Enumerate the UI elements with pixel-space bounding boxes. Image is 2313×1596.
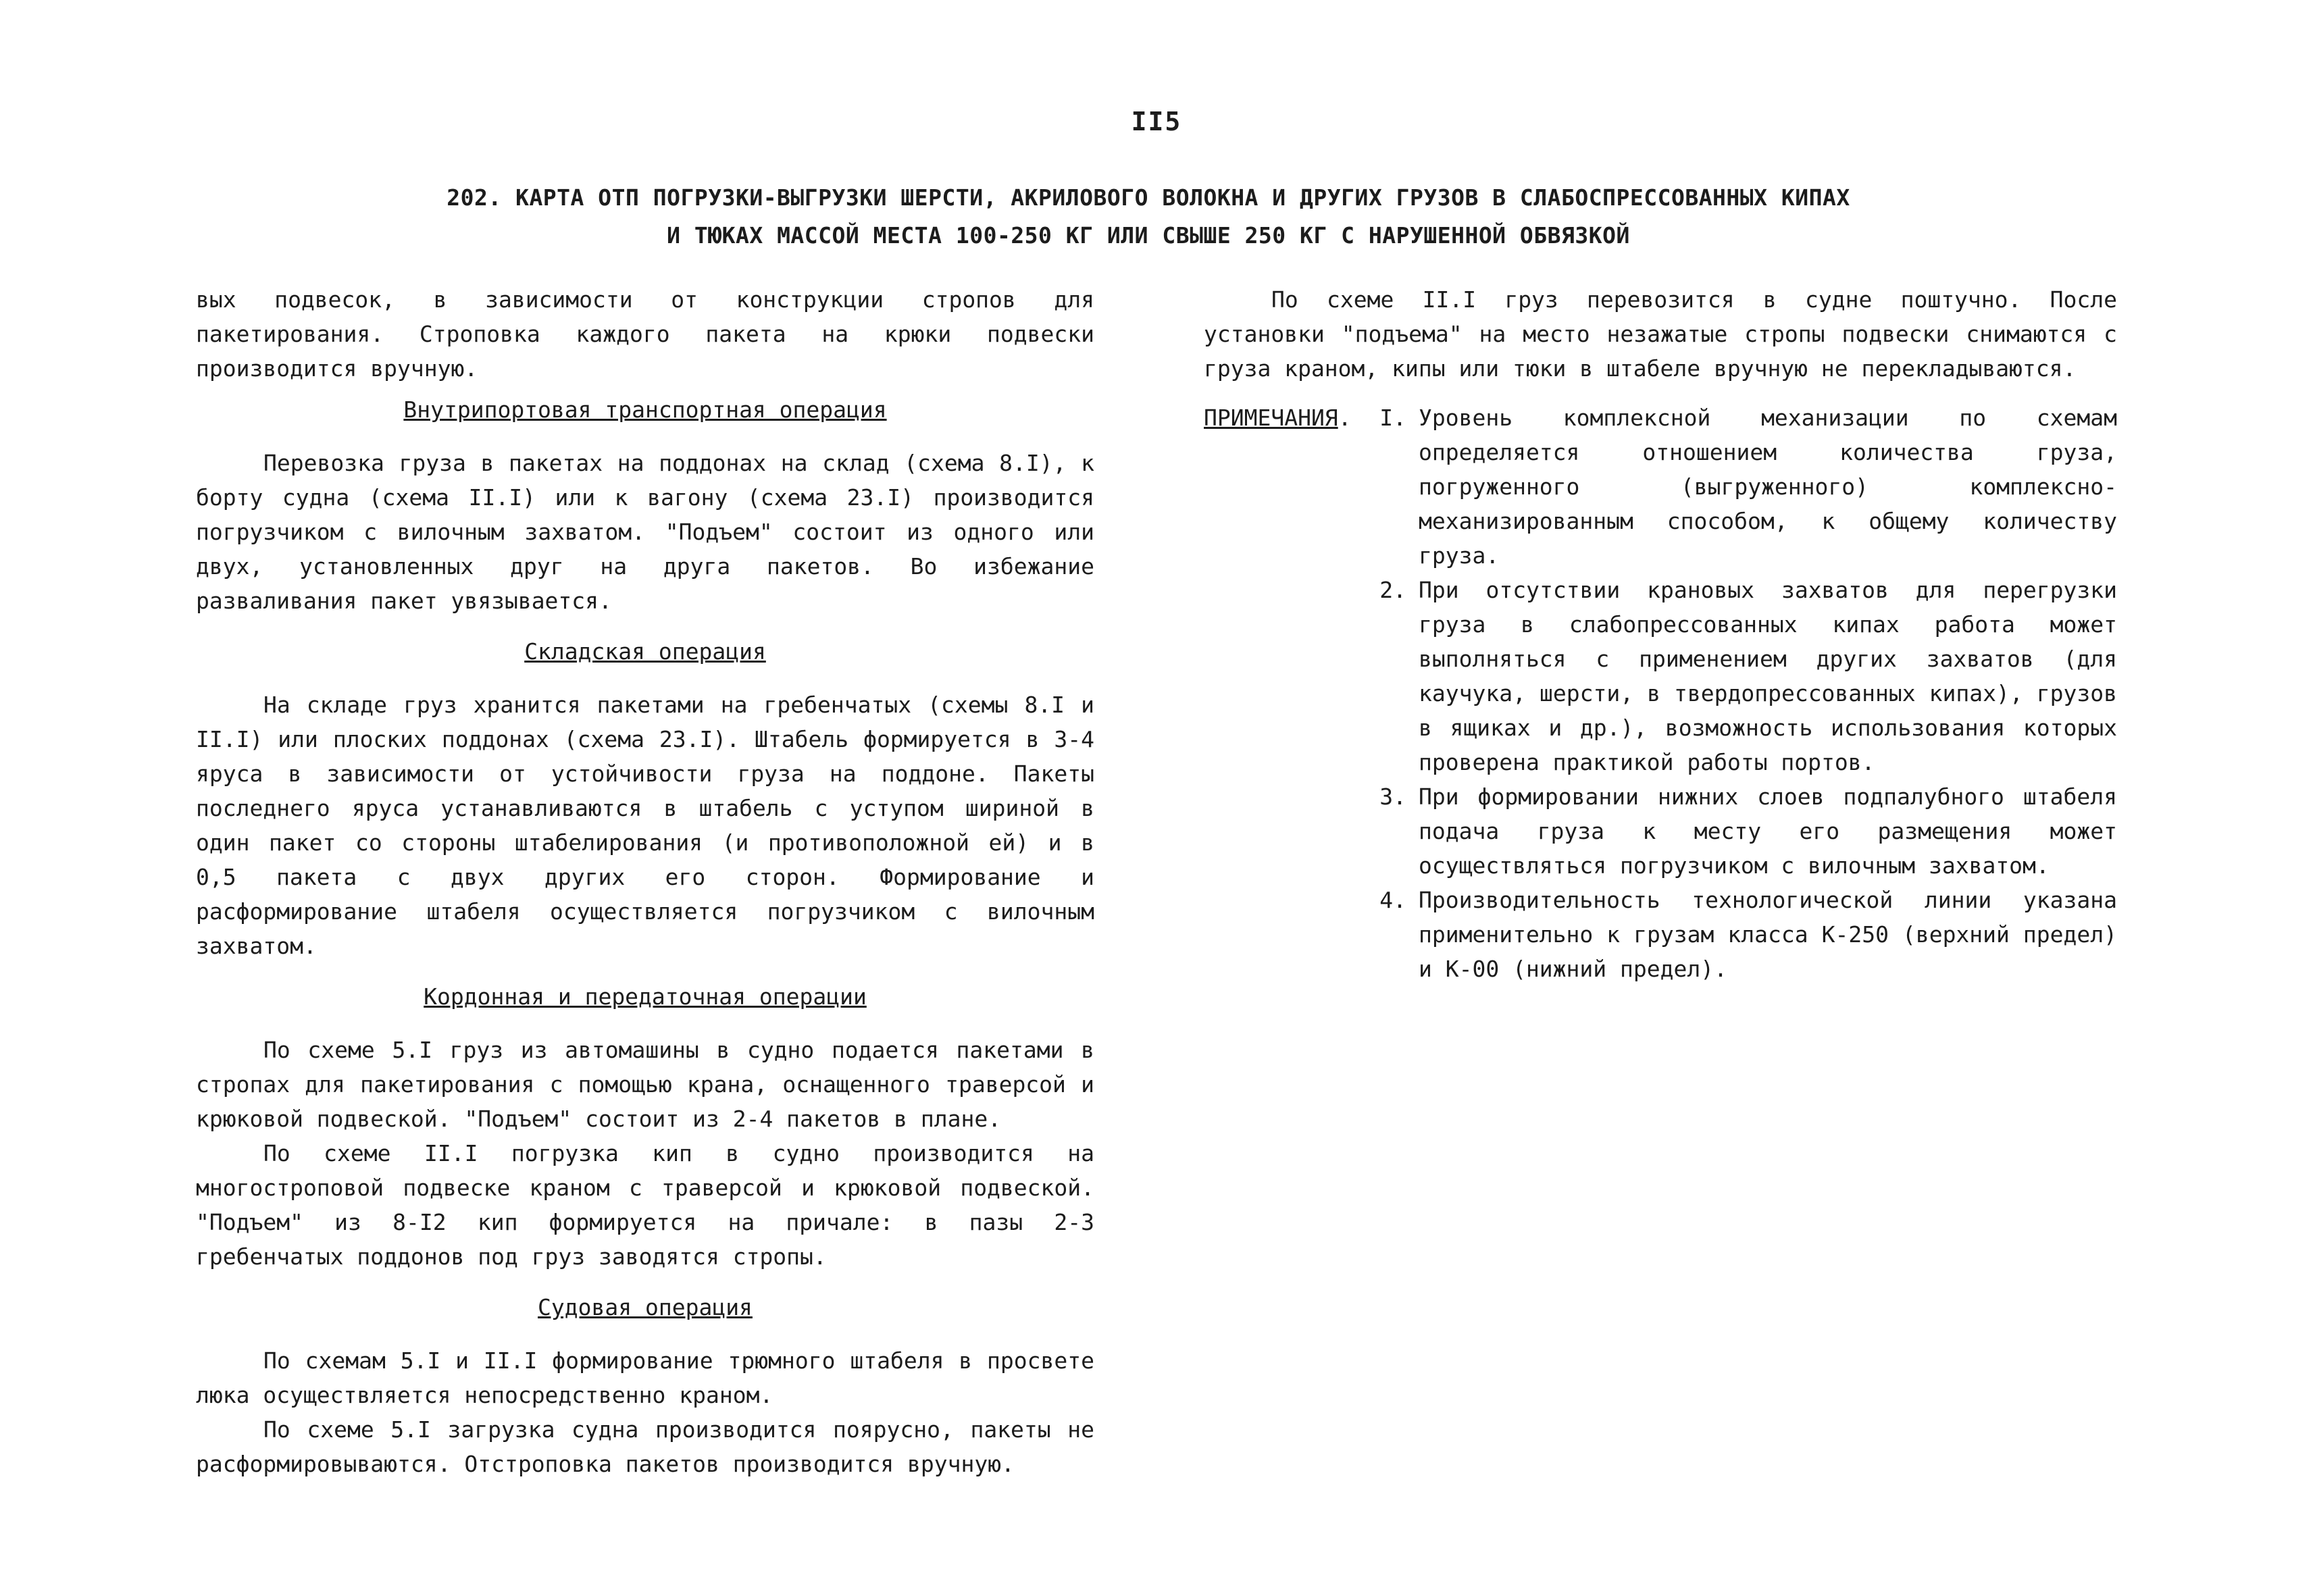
notes-section: [1204, 401, 2117, 986]
note-number: I.: [1379, 405, 1406, 431]
heading-ship: Судовая операция: [538, 1294, 753, 1320]
note-item: [1352, 401, 2117, 573]
note-item: [1352, 779, 2117, 883]
continued-paragraph: вых подвесок, в зависимости от конструкции стропов для пакетирования. Строповка каждого пакета на крюки подвески производится вручную.: [196, 286, 1094, 382]
document-title: [338, 179, 1959, 255]
paragraph-port-transport: Перевозка груза в пакетах на поддонах на склад (схема 8.I), к борту судна (схема II.I) или к вагону (схема 23.I) производится погрузчиком с вилочным захватом. "Подъем" состоит из одного или двух, установленных друг на друга пакетов. Во избежание разваливания пакет увязывается.: [196, 450, 1094, 614]
page-number: II5: [1131, 107, 1182, 136]
title-line-2: И ТЮКАХ МАССОЙ МЕСТА 100-250 КГ ИЛИ СВЫШЕ 250 КГ С НАРУШЕННОЙ ОБВЯЗКОЙ: [667, 222, 1630, 249]
notes-label: ПРИМЕЧАНИЯ.: [1204, 405, 1352, 431]
paragraph-scheme-11: По схеме II.I груз перевозится в судне поштучно. После установки "подъема" на место незажатые стропы подвески снимаются с груза краном, кипы или тюки в штабеле вручную не перекладываются.: [1204, 286, 2117, 382]
paragraph-warehouse: На складе груз хранится пакетами на гребенчатых (схемы 8.I и II.I) или плоских поддонах (схема 23.I). Штабель формируется в 3-4 яруса в зависимости от устойчивости груза на поддоне. Пакеты последнего яруса устанавливаются в штабель с уступом шириной в один пакет со стороны штабелирования (и противоположной ей) и в 0,5 пакета с двух других его сторон. Формирование и расформирование штабеля осуществляется погрузчиком с вилочным захватом.: [196, 692, 1094, 959]
note-number: 4.: [1379, 887, 1406, 913]
left-column: [196, 282, 1094, 1481]
right-column: [1204, 282, 2117, 986]
note-number: 3.: [1379, 783, 1406, 810]
heading-warehouse: Складская операция: [524, 638, 766, 665]
note-text: При формировании нижних слоев подпалубного штабеля подача груза к месту его размещения может осуществляться погрузчиком с вилочным захватом.: [1419, 783, 2117, 879]
note-text: Производительность технологической линии указана применительно к грузам класса К-250 (верхний предел) и К-00 (нижний предел).: [1419, 887, 2117, 982]
paragraph-cordon-2: По схеме II.I погрузка кип в судно производится на многостроповой подвеске краном с траверсой и крюковой подвеской. "Подъем" из 8-I2 кип формируется на причале: в пазы 2-3 гребенчатых поддонов под груз заводятся стропы.: [196, 1140, 1094, 1270]
title-line-1: 202. КАРТА ОТП ПОГРУЗКИ-ВЫГРУЗКИ ШЕРСТИ, АКРИЛОВОГО ВОЛОКНА И ДРУГИХ ГРУЗОВ В СЛАБОСПРЕССОВАННЫХ КИПАХ: [447, 184, 1850, 211]
paragraph-cordon-1: По схеме 5.I груз из автомашины в судно подается пакетами в стропах для пакетирования с помощью крана, оснащенного траверсой и крюковой подвеской. "Подъем" состоит из 2-4 пакетов в плане.: [196, 1037, 1094, 1132]
note-text: Уровень комплексной механизации по схемам определяется отношением количества груза, погруженного (выгруженного) комплексно-механизированным способом, к общему количеству груза.: [1419, 405, 2117, 569]
heading-port-transport: Внутрипортовая транспортная операция: [403, 396, 887, 423]
heading-cordon: Кордонная и передаточная операции: [424, 983, 867, 1010]
paragraph-ship-1: По схемам 5.I и II.I формирование трюмного штабеля в просвете люка осуществляется непосредственно краном.: [196, 1347, 1094, 1408]
notes-list: [1352, 401, 2117, 986]
note-item: [1352, 883, 2117, 986]
note-text: При отсутствии крановых захватов для перегрузки груза в слабопрессованных кипах работа может выполняться с применением других захватов (для каучука, шерсти, в твердопрессованных кипах), грузов в ящиках и др.), возможность использования которых проверена практикой работы портов.: [1419, 577, 2117, 775]
note-item: [1352, 573, 2117, 779]
note-number: 2.: [1379, 577, 1406, 603]
paragraph-ship-2: По схеме 5.I загрузка судна производится поярусно, пакеты не расформировываются. Отстроповка пакетов производится вручную.: [196, 1416, 1094, 1477]
